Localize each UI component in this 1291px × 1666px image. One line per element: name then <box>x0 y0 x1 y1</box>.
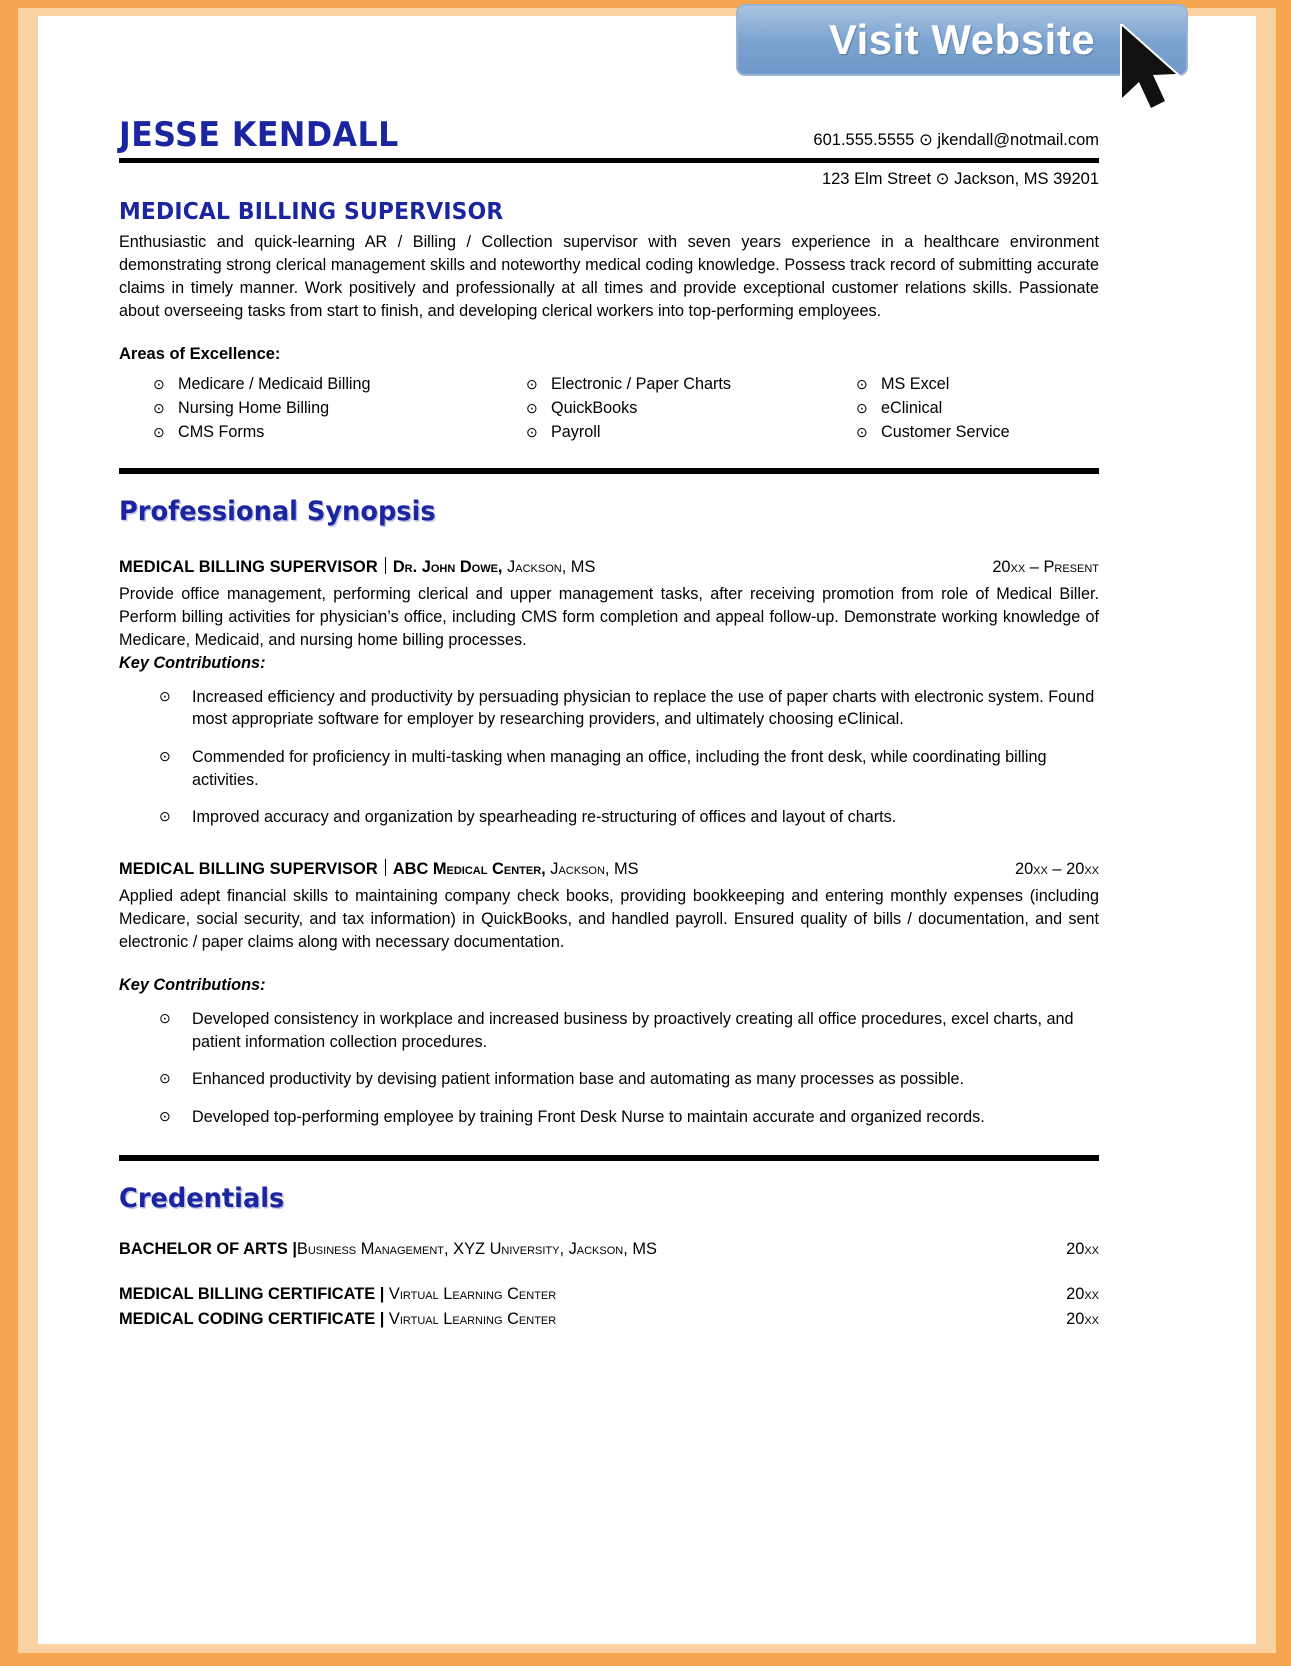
experience-job-title: MEDICAL BILLING SUPERVISOR <box>119 860 378 879</box>
area-item-label: Electronic / Paper Charts <box>551 374 731 393</box>
contribution-item <box>159 746 1099 791</box>
credential-divider: | <box>379 1309 385 1328</box>
key-contributions-list <box>119 1008 1099 1129</box>
key-contributions-list <box>119 686 1099 829</box>
area-item-label: Medicare / Medicaid Billing <box>178 374 371 393</box>
area-item <box>153 375 526 394</box>
area-item <box>856 375 1099 394</box>
section-divider-rule <box>119 468 1099 474</box>
contribution-text: Developed consistency in workplace and increased business by proactively creating all office procedures, excel charts, and patient information collection procedures. <box>192 1010 1074 1051</box>
credentials-list <box>119 1240 1099 1329</box>
bullet-icon: ⊙ <box>526 375 538 392</box>
bullet-icon: ⊙ <box>159 1070 171 1087</box>
credential-detail: Virtual Learning Center <box>388 1284 557 1303</box>
area-item <box>526 375 856 394</box>
area-item <box>526 399 856 418</box>
credential-year: 20xx <box>1066 1309 1099 1328</box>
contribution-item <box>159 1106 1099 1129</box>
header-name-row <box>119 115 1099 155</box>
experience-dates: 20xx – 20xx <box>1014 860 1099 879</box>
candidate-name: JESSE KENDALL <box>119 115 399 155</box>
section-heading-professional-synopsis: Professional Synopsis <box>119 495 436 527</box>
experience-employer: Dr. John Dowe, <box>392 557 503 576</box>
bullet-icon: ⊙ <box>856 375 868 392</box>
bullet-icon: ⊙ <box>526 399 538 416</box>
title-employer-divider <box>385 859 386 876</box>
bullet-icon: ⊙ <box>153 399 165 416</box>
experience-description: Provide office management, performing clerical and upper management tasks, after receiving promotion from role of Medical Biller. Perform billing activities for physician’s office, including CMS form completion and appeal follow-up. Demonstrate working knowledge of Medicare, Medicaid, and nursing home billing processes. <box>119 584 1099 649</box>
area-item <box>526 423 856 442</box>
credential-divider: | <box>292 1239 297 1258</box>
bullet-icon: ⊙ <box>153 423 165 440</box>
credential-text-group <box>119 1285 556 1304</box>
resume-content <box>119 115 1099 1335</box>
bullet-icon: ⊙ <box>856 423 868 440</box>
section-divider-rule <box>119 1155 1099 1161</box>
bullet-icon: ⊙ <box>856 399 868 416</box>
area-item <box>856 399 1099 418</box>
contribution-text: Increased efficiency and productivity by persuading physician to replace the use of paper charts with electronic system. Found most appropriate software for employer by researching providers, and ultimately choosing eClinical. <box>192 687 1095 729</box>
areas-of-excellence-list <box>119 375 1099 442</box>
credential-divider: | <box>379 1284 385 1303</box>
area-item-label: CMS Forms <box>178 422 265 441</box>
section-heading-credentials: Credentials <box>119 1182 285 1214</box>
bullet-icon: ⊙ <box>153 375 165 392</box>
experience-entry <box>119 557 1099 829</box>
areas-of-excellence-title: Areas of Excellence: <box>119 344 281 363</box>
experience-entry-header <box>119 859 1099 879</box>
contribution-item <box>159 1068 1099 1091</box>
credential-degree: MEDICAL BILLING CERTIFICATE <box>119 1284 376 1303</box>
area-item-label: Customer Service <box>881 422 1010 441</box>
experience-job-title: MEDICAL BILLING SUPERVISOR <box>119 557 378 576</box>
area-item-label: eClinical <box>881 398 943 417</box>
experience-description: Applied adept financial skills to maintaining company check books, providing bookkeeping and entering monthly expenses (including Medicare, social security, and tax information) in QuickBooks, and handled payroll. Ensured quality of bills / documentation, and sent electronic / paper claims along with necessary documentation. <box>119 887 1099 952</box>
experience-entry-title-group <box>119 557 595 577</box>
experience-location: Jackson, MS <box>550 860 639 879</box>
bullet-icon: ⊙ <box>159 687 171 704</box>
mouse-pointer-icon <box>1118 24 1184 117</box>
professional-summary: Enthusiastic and quick-learning AR / Billing / Collection supervisor with seven years experience in a healthcare environment demonstrating strong clerical management skills and noteworthy medical coding knowledge. Possess track record of submitting accurate claims in timely manner. Work positively and professionally at all times and provide exceptional customer relations skills. Passionate about overseeing tasks from start to finish, and developing clerical workers into top-performing employees. <box>119 232 1099 320</box>
credential-row <box>119 1240 1099 1259</box>
credential-detail: Business Management, XYZ University, Jackson, MS <box>296 1239 657 1258</box>
area-item-label: Payroll <box>551 422 601 441</box>
visit-website-label: Visit Website <box>828 16 1096 63</box>
resume-target-title: MEDICAL BILLING SUPERVISOR <box>119 198 504 225</box>
contribution-item <box>159 686 1099 731</box>
credential-text-group <box>119 1310 556 1329</box>
contribution-text: Commended for proficiency in multi-tasking when managing an office, including the front desk, while coordinating billing activities. <box>192 748 1047 789</box>
contribution-text: Developed top-performing employee by training Front Desk Nurse to maintain accurate and organized records. <box>192 1108 985 1127</box>
title-employer-divider <box>385 557 386 574</box>
experience-entry <box>119 859 1099 1129</box>
contribution-item <box>159 1008 1099 1053</box>
area-item-label: Nursing Home Billing <box>178 398 330 417</box>
experience-employer: ABC Medical Center, <box>392 860 546 879</box>
contribution-item <box>159 806 1099 829</box>
credential-text-group <box>119 1240 657 1259</box>
experience-location: Jackson, MS <box>507 557 596 576</box>
bullet-icon: ⊙ <box>159 1010 171 1027</box>
header-divider-rule <box>119 158 1099 163</box>
contact-address: 123 Elm Street ⊙ Jackson, MS 39201 <box>821 169 1099 188</box>
credential-row <box>119 1310 1099 1329</box>
experience-entry-title-group <box>119 859 639 879</box>
credential-degree: MEDICAL CODING CERTIFICATE <box>119 1309 376 1328</box>
bullet-icon: ⊙ <box>159 808 171 825</box>
area-item <box>856 423 1099 442</box>
credential-row <box>119 1285 1099 1304</box>
key-contributions-label: Key Contributions: <box>119 653 266 672</box>
bullet-icon: ⊙ <box>159 1108 171 1125</box>
experience-dates: 20xx – Present <box>992 557 1099 576</box>
credential-year: 20xx <box>1066 1239 1099 1258</box>
contribution-text: Enhanced productivity by devising patient information base and automating as many processes as possible. <box>192 1070 965 1089</box>
experience-entry-header <box>119 557 1099 577</box>
credential-detail: Virtual Learning Center <box>388 1309 557 1328</box>
area-item <box>153 423 526 442</box>
bullet-icon: ⊙ <box>526 423 538 440</box>
area-item-label: MS Excel <box>881 374 950 393</box>
credential-year: 20xx <box>1066 1284 1099 1303</box>
key-contributions-label: Key Contributions: <box>119 976 266 995</box>
area-item-label: QuickBooks <box>551 398 638 417</box>
credential-degree: BACHELOR OF ARTS <box>119 1239 288 1258</box>
contribution-text: Improved accuracy and organization by spearheading re-structuring of offices and layout of charts. <box>192 808 897 827</box>
bullet-icon: ⊙ <box>159 748 171 765</box>
area-item <box>153 399 526 418</box>
contact-phone-email: 601.555.5555 ⊙ jkendall@notmail.com <box>813 130 1099 149</box>
